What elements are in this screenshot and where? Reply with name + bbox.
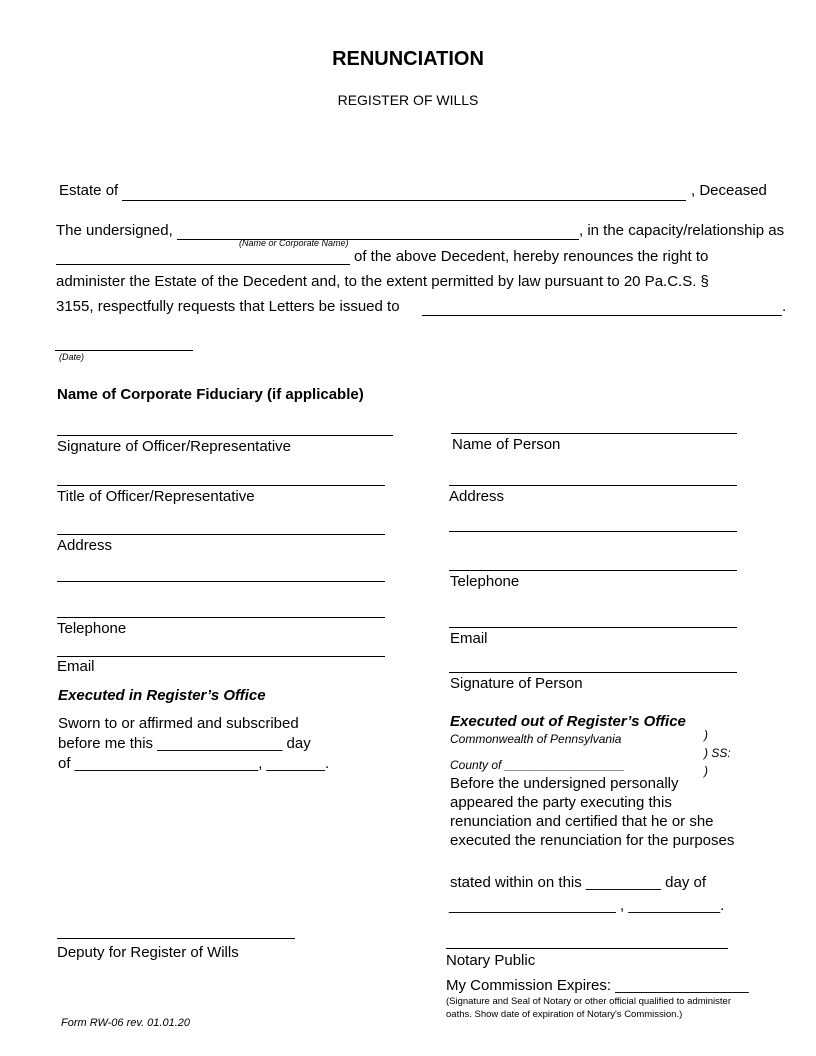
corporate-telephone-line[interactable] <box>57 617 385 618</box>
person-address-line-2[interactable] <box>449 531 737 532</box>
page-subtitle: REGISTER OF WILLS <box>337 92 479 108</box>
letters-issued-to-line[interactable] <box>422 315 782 316</box>
person-name-label: Name of Person <box>452 436 561 453</box>
capacity-line[interactable] <box>56 264 350 265</box>
notary-date-line: ____________________ , ___________. <box>449 897 725 914</box>
notary-body-line-2: appeared the party executing this <box>450 794 672 811</box>
commission-expires: My Commission Expires: ________________ <box>446 977 749 994</box>
estate-suffix: , Deceased <box>691 182 767 199</box>
officer-title-line[interactable] <box>57 485 385 486</box>
notary-note-line-2: oaths. Show date of expiration of Notary's Commission.) <box>446 1009 683 1020</box>
page-title: RENUNCIATION <box>332 48 484 70</box>
commonwealth-label: Commonwealth of Pennsylvania <box>450 732 622 746</box>
person-address-line-1[interactable] <box>449 485 737 486</box>
corporate-heading: Name of Corporate Fiduciary (if applicable) <box>57 386 364 403</box>
corporate-telephone-label: Telephone <box>57 620 127 637</box>
statement-line-1-end: , in the capacity/relationship as <box>579 222 785 239</box>
person-telephone-line[interactable] <box>449 570 737 571</box>
notary-body-line-4: executed the renunciation for the purposes <box>450 832 735 849</box>
officer-signature-label: Signature of Officer/Representative <box>57 438 292 455</box>
executed-in-line-1: Sworn to or affirmed and subscribed <box>58 715 299 732</box>
date-caption: (Date) <box>59 352 85 362</box>
executed-in-heading: Executed in Register’s Office <box>58 687 266 704</box>
person-email-label: Email <box>450 630 488 647</box>
corporate-address-label: Address <box>57 537 113 554</box>
ss-paren-1: ) <box>704 728 708 742</box>
estate-prefix: Estate of <box>59 182 119 199</box>
executed-out-heading: Executed out of Register’s Office <box>450 713 686 730</box>
corporate-address-line-1[interactable] <box>57 534 385 535</box>
county-label: County of __________________ <box>450 758 625 772</box>
person-signature-label: Signature of Person <box>450 675 583 692</box>
corporate-email-label: Email <box>57 658 95 675</box>
corporate-address-line-2[interactable] <box>57 581 385 582</box>
form-id: Form RW-06 rev. 01.01.20 <box>61 1017 190 1029</box>
person-email-line[interactable] <box>449 627 737 628</box>
name-caption: (Name or Corporate Name) <box>239 238 349 248</box>
executed-in-line-3: of ______________________, _______. <box>58 755 330 772</box>
statement-line-4-end: . <box>782 298 787 315</box>
notary-note-line-1: (Signature and Seal of Notary or other official qualified to administer <box>446 996 731 1007</box>
person-signature-line[interactable] <box>449 672 737 673</box>
undersigned-name-line[interactable] <box>177 239 579 240</box>
notary-body-line-1: Before the undersigned personally <box>450 775 679 792</box>
statement-line-3: administer the Estate of the Decedent and, to the extent permitted by law pursuant to 20 Pa.C.S. § <box>56 273 709 290</box>
officer-signature-line[interactable] <box>57 435 393 436</box>
statement-line-1-start: The undersigned, <box>56 222 173 239</box>
estate-name-line[interactable] <box>122 200 686 201</box>
statement-line-4-start: 3155, respectfully requests that Letters be issued to <box>56 298 400 315</box>
executed-in-line-2: before me this _______________ day <box>58 735 311 752</box>
notary-public-label: Notary Public <box>446 952 536 969</box>
stated-within-line: stated within on this _________ day of <box>450 874 707 891</box>
person-telephone-label: Telephone <box>450 573 520 590</box>
corporate-email-line[interactable] <box>57 656 385 657</box>
notary-signature-line[interactable] <box>446 948 728 949</box>
date-line[interactable] <box>55 350 193 351</box>
person-address-label: Address <box>449 488 505 505</box>
deputy-signature-line[interactable] <box>57 938 295 939</box>
statement-line-2: of the above Decedent, hereby renounces the right to <box>354 248 709 265</box>
deputy-label: Deputy for Register of Wills <box>57 944 239 961</box>
ss-paren-3: ) <box>704 764 708 778</box>
officer-title-label: Title of Officer/Representative <box>57 488 255 505</box>
notary-body-line-3: renunciation and certified that he or she <box>450 813 714 830</box>
ss-label: ) SS: <box>704 746 731 760</box>
person-name-line[interactable] <box>451 433 737 434</box>
